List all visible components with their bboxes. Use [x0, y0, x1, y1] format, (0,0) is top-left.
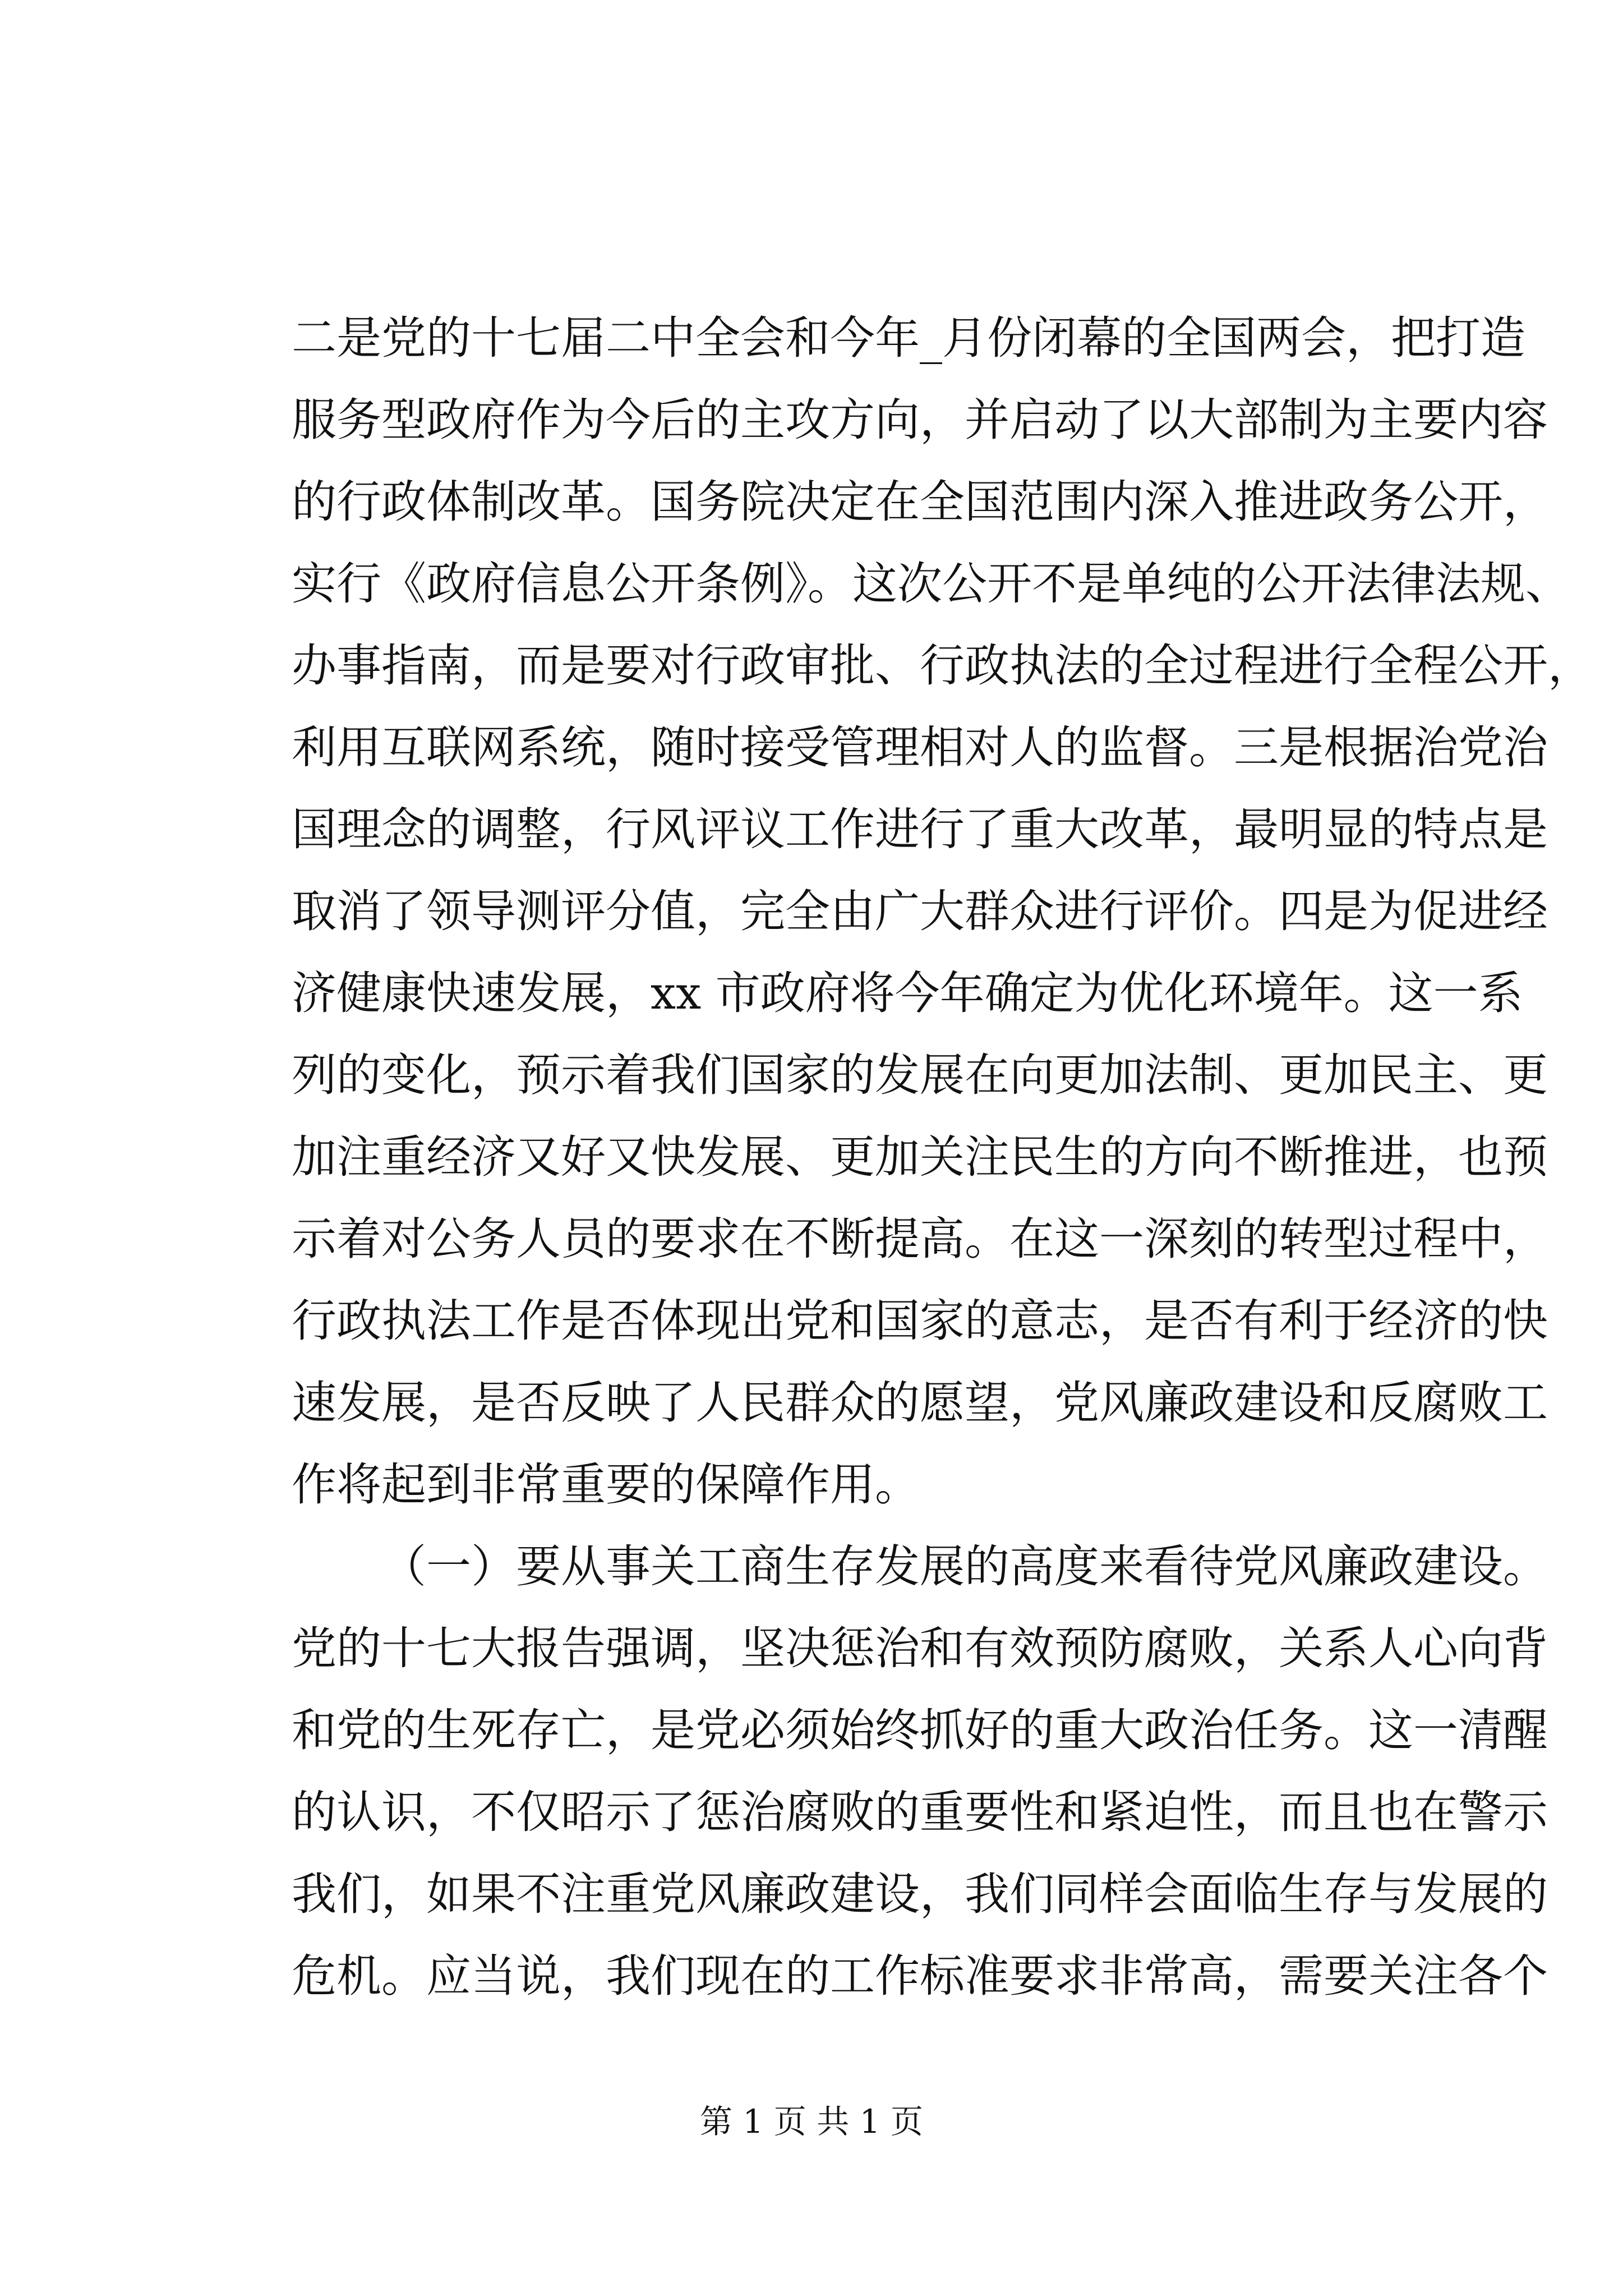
page-footer	[0, 2099, 1623, 2144]
text-line: 作将起到非常重要的保障作用。	[292, 1458, 920, 1511]
text-line: 二是党的十七届二中全会和今年_月份闭幕的全国两会，把打造	[292, 312, 1525, 364]
text-line: 的行政体制改革。国务院决定在全国范围内深入推进政务公开，	[292, 476, 1548, 528]
text-line: 实行《政府信息公开条例》。这次公开不是单纯的公开法律法规、	[292, 558, 1570, 610]
text-line: 服务型政府作为今后的主攻方向，并启动了以大部制为主要内容	[292, 394, 1548, 446]
text-line: 国理念的调整，行风评议工作进行了重大改革，最明显的特点是	[292, 803, 1548, 855]
text-line: 取消了领导测评分值，完全由广大群众进行评价。四是为促进经	[292, 885, 1548, 937]
text-line: 和党的生死存亡，是党必须始终抓好的重大政治任务。这一清醒	[292, 1704, 1548, 1756]
text-line: 党的十七大报告强调，坚决惩治和有效预防腐败，关系人心向背	[292, 1622, 1548, 1674]
text-line: 加注重经济又好又快发展、更加关注民生的方向不断推进，也预	[292, 1131, 1548, 1183]
section-heading-line: （一）要从事关工商生存发展的高度来看待党风廉政建设。	[381, 1540, 1548, 1593]
text-line: 济健康快速发展，xx 市政府将今年确定为优化环境年。这一系	[292, 967, 1523, 1019]
text-line: 利用互联网系统，随时接受管理相对人的监督。三是根据治党治	[292, 721, 1548, 774]
text-line: 示着对公务人员的要求在不断提高。在这一深刻的转型过程中，	[292, 1213, 1548, 1265]
text-line: 的认识，不仅昭示了惩治腐败的重要性和紧迫性，而且也在警示	[292, 1786, 1548, 1838]
document-body	[292, 297, 1593, 2017]
text-line: 列的变化，预示着我们国家的发展在向更加法制、更加民主、更	[292, 1049, 1548, 1101]
page-number: 第 1 页 共 1 页	[700, 2102, 923, 2141]
text-line: 办事指南，而是要对行政审批、行政执法的全过程进行全程公开，	[292, 639, 1593, 692]
text-line: 危机。应当说，我们现在的工作标准要求非常高，需要关注各个	[292, 1950, 1548, 2002]
text-line: 行政执法工作是否体现出党和国家的意志，是否有利于经济的快	[292, 1295, 1548, 1347]
text-line: 我们，如果不注重党风廉政建设，我们同样会面临生存与发展的	[292, 1868, 1548, 1920]
text-line: 速发展，是否反映了人民群众的愿望，党风廉政建设和反腐败工	[292, 1377, 1548, 1429]
